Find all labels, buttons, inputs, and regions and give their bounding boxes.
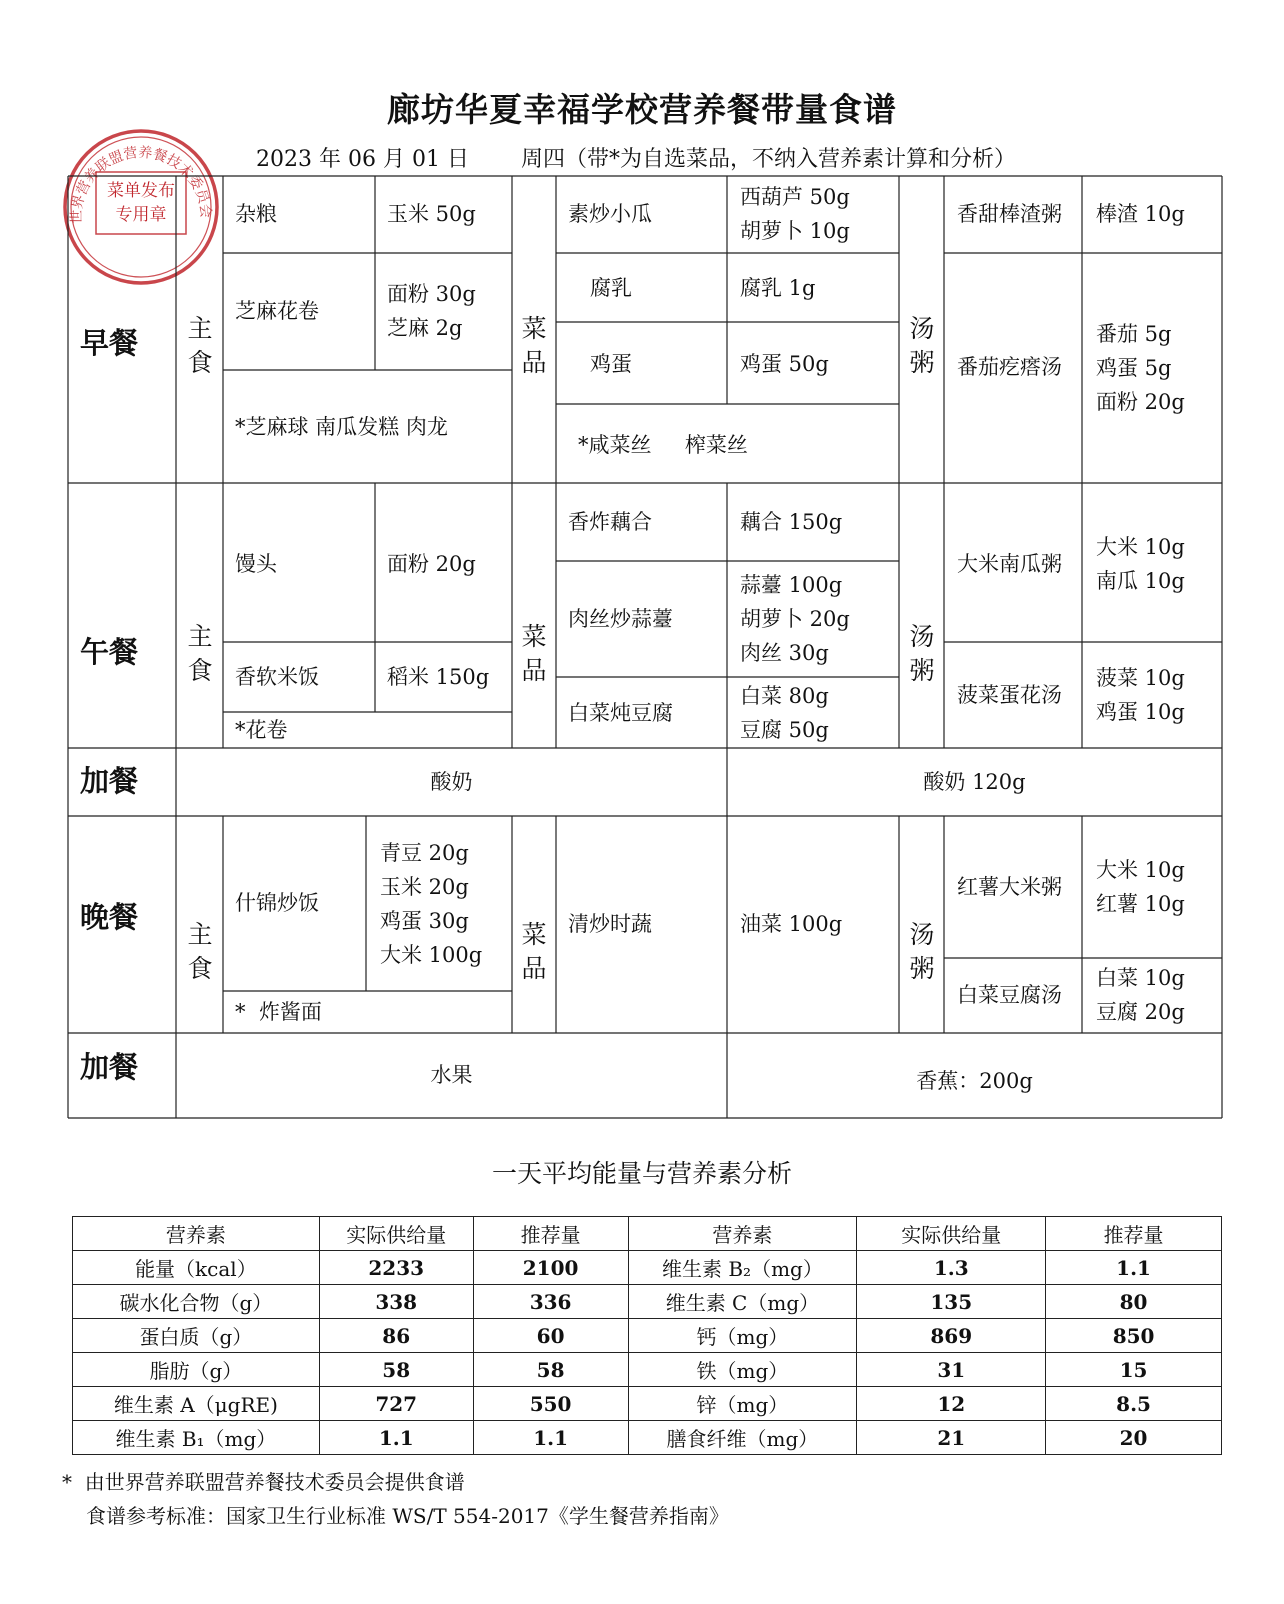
- breakfast-dish-name: 素炒小瓜: [568, 202, 652, 226]
- page-title: 廊坊华夏幸福学校营养餐带量食谱: [387, 90, 897, 129]
- label-main-lunch: 主 食: [187, 622, 213, 685]
- column-header: 实际供给量: [319, 1217, 473, 1251]
- breakfast-dish-name: 腐乳: [590, 276, 632, 300]
- stamp-center-text-1: 菜单发布: [107, 181, 175, 201]
- dinner-soup-name: 白菜豆腐汤: [957, 983, 1062, 1007]
- recommended-value: 20: [1046, 1421, 1222, 1455]
- table-row: [73, 1251, 1222, 1285]
- table-row: [73, 1387, 1222, 1421]
- lunch-soup-ing: 鸡蛋 10g: [1096, 700, 1185, 724]
- breakfast-dish-name: 鸡蛋: [590, 352, 632, 376]
- breakfast-main-ing: 面粉 30g: [387, 282, 476, 306]
- lunch-dish-ing: 白菜 80g: [740, 684, 829, 708]
- lunch-main-ing: 稻米 150g: [387, 665, 490, 689]
- breakfast-soup-ing: 鸡蛋 5g: [1096, 356, 1172, 380]
- lunch-dish-name: 白菜炖豆腐: [568, 701, 673, 725]
- meal-label-snack: 加餐: [80, 1050, 139, 1084]
- meal-label-snack: 加餐: [80, 764, 139, 798]
- actual-value: 21: [857, 1421, 1046, 1455]
- lunch-main-optional: *花卷: [235, 718, 288, 742]
- menu-date: 2023 年 06 月 01 日: [256, 147, 469, 172]
- breakfast-main-ing: 玉米 50g: [387, 202, 476, 226]
- nutrient-name: 膳食纤维（mg）: [628, 1421, 857, 1455]
- dinner-main-ing: 玉米 20g: [380, 875, 469, 899]
- snack-amount: 酸奶 120g: [923, 770, 1026, 794]
- table-row: [73, 1421, 1222, 1455]
- breakfast-main-name: 杂粮: [235, 202, 277, 226]
- lunch-main-name: 香软米饭: [235, 665, 319, 689]
- label-soup-breakfast: 汤 粥: [909, 314, 935, 377]
- snack-amount: 香蕉：200g: [916, 1069, 1033, 1093]
- recommended-value: 850: [1046, 1319, 1222, 1353]
- actual-value: 86: [319, 1319, 473, 1353]
- recommended-value: 336: [473, 1285, 628, 1319]
- breakfast-dish-optional: *咸菜丝 榨菜丝: [578, 433, 748, 457]
- footer-provider: * 由世界营养联盟营养餐技术委员会提供食谱: [62, 1470, 465, 1494]
- label-soup-lunch: 汤 粥: [909, 622, 935, 685]
- dinner-soup-ing: 白菜 10g: [1096, 966, 1185, 990]
- actual-value: 338: [319, 1285, 473, 1319]
- recommended-value: 8.5: [1046, 1387, 1222, 1421]
- dinner-dish-name: 清炒时蔬: [568, 912, 652, 936]
- table-row: [73, 1353, 1222, 1387]
- nutrient-name: 蛋白质（g）: [73, 1319, 320, 1353]
- recommended-value: 15: [1046, 1353, 1222, 1387]
- lunch-dish-ing: 肉丝 30g: [740, 641, 829, 665]
- dinner-main-name: 什锦炒饭: [235, 891, 319, 915]
- nutrient-name: 维生素 A（μgRE): [73, 1387, 320, 1421]
- nutrient-name: 脂肪（g）: [73, 1353, 320, 1387]
- nutrient-name: 铁（mg）: [628, 1353, 857, 1387]
- label-dish-lunch: 菜 品: [521, 622, 547, 685]
- breakfast-main-ing: 芝麻 2g: [387, 316, 463, 340]
- recommended-value: 60: [473, 1319, 628, 1353]
- dinner-main-optional: * 炸酱面: [235, 1000, 322, 1024]
- column-header: 营养素: [628, 1217, 857, 1251]
- lunch-dish-ing: 蒜薹 100g: [740, 573, 843, 597]
- recommended-value: 58: [473, 1353, 628, 1387]
- breakfast-soup-name: 番茄疙瘩汤: [957, 355, 1062, 379]
- dinner-soup-ing: 大米 10g: [1096, 858, 1185, 882]
- lunch-soup-name: 大米南瓜粥: [957, 552, 1062, 576]
- stamp-ring-text: 世界营养联盟营养餐技术委员会: [68, 144, 214, 224]
- actual-value: 2233: [319, 1251, 473, 1285]
- dinner-soup-ing: 红薯 10g: [1096, 892, 1185, 916]
- label-dish-breakfast: 菜 品: [521, 314, 547, 377]
- table-row: [73, 1319, 1222, 1353]
- actual-value: 1.3: [857, 1251, 1046, 1285]
- recommended-value: 550: [473, 1387, 628, 1421]
- lunch-soup-ing: 菠菜 10g: [1096, 666, 1185, 690]
- label-soup-dinner: 汤 粥: [909, 920, 935, 983]
- nutrient-name: 钙（mg）: [628, 1319, 857, 1353]
- lunch-dish-ing: 胡萝卜 20g: [740, 607, 850, 631]
- snack-item: 水果: [430, 1063, 473, 1087]
- nutrient-name: 维生素 C（mg）: [628, 1285, 857, 1319]
- breakfast-dish-ing: 腐乳 1g: [740, 276, 816, 300]
- breakfast-soup-ing: 棒渣 10g: [1096, 202, 1185, 226]
- recommended-value: 2100: [473, 1251, 628, 1285]
- column-header: 营养素: [73, 1217, 320, 1251]
- dinner-dish-ing: 油菜 100g: [740, 912, 843, 936]
- meal-label-breakfast: 早餐: [80, 326, 139, 360]
- nutrient-name: 维生素 B₁（mg）: [73, 1421, 320, 1455]
- stamp-center-text-2: 专用章: [115, 205, 167, 225]
- meal-label-dinner: 晚餐: [80, 900, 139, 934]
- column-header: 推荐量: [1046, 1217, 1222, 1251]
- dinner-main-ing: 青豆 20g: [380, 841, 469, 865]
- breakfast-soup-ing: 番茄 5g: [1096, 322, 1172, 346]
- lunch-main-name: 馒头: [235, 552, 277, 576]
- dinner-soup-ing: 豆腐 20g: [1096, 1000, 1185, 1024]
- lunch-dish-ing: 豆腐 50g: [740, 718, 829, 742]
- footer-standard: 食谱参考标准：国家卫生行业标准 WS/T 554-2017《学生餐营养指南》: [86, 1504, 729, 1528]
- breakfast-main-optional: *芝麻球 南瓜发糕 肉龙: [235, 415, 448, 439]
- actual-value: 727: [319, 1387, 473, 1421]
- label-main-breakfast: 主 食: [187, 314, 213, 377]
- breakfast-dish-ing: 鸡蛋 50g: [740, 352, 829, 376]
- column-header: 推荐量: [473, 1217, 628, 1251]
- actual-value: 31: [857, 1353, 1046, 1387]
- nutrition-table: [72, 1216, 1222, 1455]
- recommended-value: 80: [1046, 1285, 1222, 1319]
- nutrient-name: 锌（mg）: [628, 1387, 857, 1421]
- column-header: 实际供给量: [857, 1217, 1046, 1251]
- dinner-soup-name: 红薯大米粥: [957, 875, 1062, 899]
- lunch-dish-name: 肉丝炒蒜薹: [568, 607, 673, 631]
- breakfast-main-name: 芝麻花卷: [235, 299, 319, 323]
- lunch-dish-ing: 藕合 150g: [740, 510, 843, 534]
- actual-value: 869: [857, 1319, 1046, 1353]
- table-header-row: [73, 1217, 1222, 1251]
- breakfast-dish-ing: 胡萝卜 10g: [740, 219, 850, 243]
- recommended-value: 1.1: [473, 1421, 628, 1455]
- table-row: [73, 1285, 1222, 1319]
- dinner-main-ing: 大米 100g: [380, 943, 483, 967]
- nutrient-name: 能量（kcal）: [73, 1251, 320, 1285]
- actual-value: 135: [857, 1285, 1046, 1319]
- nutrition-title: 一天平均能量与营养素分析: [491, 1159, 792, 1188]
- actual-value: 1.1: [319, 1421, 473, 1455]
- breakfast-dish-ing: 西葫芦 50g: [740, 185, 850, 209]
- actual-value: 58: [319, 1353, 473, 1387]
- actual-value: 12: [857, 1387, 1046, 1421]
- breakfast-soup-name: 香甜棒渣粥: [957, 202, 1062, 226]
- label-main-dinner: 主 食: [187, 920, 213, 983]
- breakfast-soup-ing: 面粉 20g: [1096, 390, 1185, 414]
- nutrient-name: 碳水化合物（g）: [73, 1285, 320, 1319]
- lunch-main-ing: 面粉 20g: [387, 552, 476, 576]
- dinner-main-ing: 鸡蛋 30g: [380, 909, 469, 933]
- recommended-value: 1.1: [1046, 1251, 1222, 1285]
- menu-note: 周四（带*为自选菜品，不纳入营养素计算和分析）: [520, 147, 1016, 172]
- nutrient-name: 维生素 B₂（mg）: [628, 1251, 857, 1285]
- label-dish-dinner: 菜 品: [521, 920, 547, 983]
- lunch-dish-name: 香炸藕合: [568, 510, 652, 534]
- snack-item: 酸奶: [430, 770, 473, 794]
- lunch-soup-name: 菠菜蛋花汤: [957, 683, 1062, 707]
- meal-label-lunch: 午餐: [80, 635, 139, 669]
- lunch-soup-ing: 大米 10g: [1096, 535, 1185, 559]
- lunch-soup-ing: 南瓜 10g: [1096, 569, 1185, 593]
